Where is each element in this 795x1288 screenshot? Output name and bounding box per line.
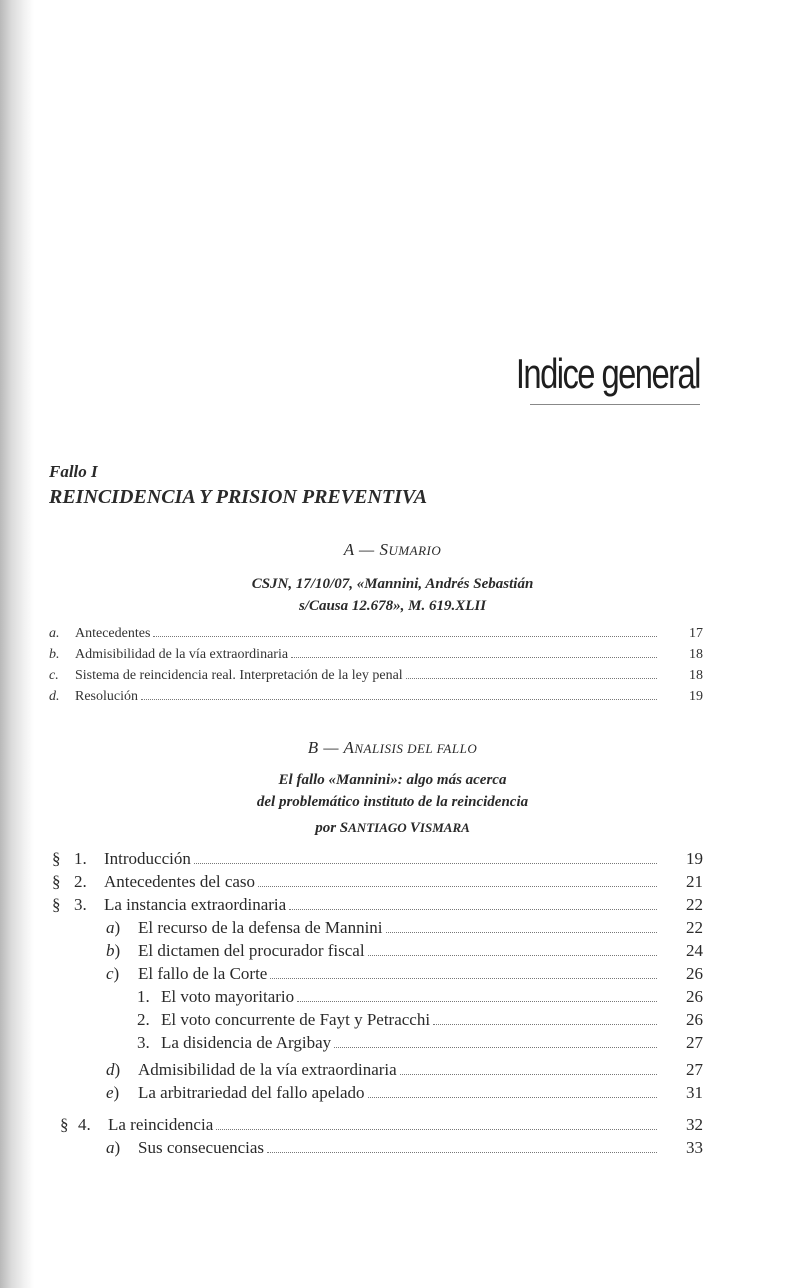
toc-entry-title: Antecedentes <box>75 626 151 641</box>
toc-entry-page: 26 <box>686 1010 703 1029</box>
dot-leader <box>153 636 657 637</box>
toc-entry[interactable]: § 2. Antecedentes del caso 21 <box>52 872 703 891</box>
toc-entry-page: 31 <box>686 1083 703 1102</box>
dot-leader <box>258 886 657 887</box>
book-spine-shadow <box>0 0 34 1288</box>
toc-entry[interactable]: d. Resolución 19 <box>49 689 703 704</box>
toc-entry-page: 22 <box>686 895 703 914</box>
toc-subentry[interactable]: 1. El voto mayoritario 26 <box>137 987 703 1006</box>
toc-entry-title: Sus consecuencias <box>138 1138 265 1157</box>
toc-entry-title: La disidencia de Argibay <box>161 1033 332 1052</box>
toc-entry-page: 27 <box>686 1033 703 1052</box>
article-author: por SANTIAGO VISMARA <box>315 820 470 836</box>
dot-leader <box>216 1129 657 1130</box>
toc-entry[interactable]: § 3. La instancia extraordinaria 22 <box>52 895 703 914</box>
dot-leader <box>270 978 657 979</box>
toc-entry-page: 17 <box>689 626 703 641</box>
toc-entry-page: 21 <box>686 872 703 891</box>
dot-leader <box>386 932 657 933</box>
toc-entry-title: Sistema de reincidencia real. Interpretación de la ley penal <box>75 668 403 683</box>
toc-entry-page: 19 <box>689 689 703 704</box>
dot-leader <box>289 909 657 910</box>
toc-entry-page: 19 <box>686 849 703 868</box>
dot-leader <box>297 1001 657 1002</box>
toc-entry-title: Introducción <box>104 849 191 868</box>
toc-entry-title: La instancia extraordinaria <box>104 895 287 914</box>
toc-entry-page: 18 <box>689 668 703 683</box>
case-citation-line-1: CSJN, 17/10/07, «Mannini, Andrés Sebastián <box>251 576 534 592</box>
toc-subentry[interactable]: 3. La disidencia de Argibay 27 <box>137 1033 703 1052</box>
dot-leader <box>368 955 657 956</box>
toc-entry-page: 22 <box>686 918 703 937</box>
page-title: Indice general <box>516 350 700 397</box>
dot-leader <box>141 699 657 700</box>
article-title-line-1: El fallo «Mannini»: algo más acerca <box>278 772 507 788</box>
toc-entry-page: 32 <box>686 1115 703 1134</box>
toc-entry-title: El recurso de la defensa de Mannini <box>138 918 383 937</box>
toc-entry[interactable]: c. Sistema de reincidencia real. Interpretación de la ley penal 18 <box>49 668 703 683</box>
toc-entry-title: El dictamen del procurador fiscal <box>138 941 365 960</box>
toc-entry-page: 24 <box>686 941 703 960</box>
case-citation-line-2: s/Causa 12.678», M. 619.XLII <box>298 598 487 614</box>
toc-subentry[interactable]: c) El fallo de la Corte 26 <box>106 964 703 983</box>
toc-entry-title: Admisibilidad de la vía extraordinaria <box>138 1060 397 1079</box>
toc-entry-title: El voto mayoritario <box>161 987 295 1006</box>
fallo-number: Fallo I <box>49 462 98 481</box>
toc-entry[interactable]: § 4. La reincidencia 32 <box>60 1115 703 1134</box>
toc-entry-title: El voto concurrente de Fayt y Petracchi <box>161 1010 431 1029</box>
section-a-heading: A — SUMARIO <box>343 540 442 559</box>
toc-subentry[interactable]: a) El recurso de la defensa de Mannini 22 <box>106 918 703 937</box>
dot-leader <box>400 1074 657 1075</box>
toc-entry-title: La arbitrariedad del fallo apelado <box>138 1083 365 1102</box>
toc-entry-title: Admisibilidad de la vía extraordinaria <box>75 647 289 662</box>
dot-leader <box>368 1097 657 1098</box>
toc-entry-title: Antecedentes del caso <box>104 872 256 891</box>
toc-entry-page: 33 <box>686 1138 703 1157</box>
fallo-title: REINCIDENCIA Y PRISION PREVENTIVA <box>49 486 428 508</box>
dot-leader <box>194 863 657 864</box>
dot-leader <box>433 1024 657 1025</box>
toc-subentry[interactable]: d) Admisibilidad de la vía extraordinaria 27 <box>106 1060 703 1079</box>
toc-entry-title: Resolución <box>75 689 138 704</box>
dot-leader <box>267 1152 657 1153</box>
toc-entry-page: 26 <box>686 987 703 1006</box>
toc-entry-title: El fallo de la Corte <box>138 964 268 983</box>
toc-entry-page: 26 <box>686 964 703 983</box>
article-title-line-2: del problemático instituto de la reincidencia <box>256 794 529 810</box>
toc-entry[interactable]: § 1. Introducción 19 <box>52 849 703 868</box>
toc-subentry[interactable]: 2. El voto concurrente de Fayt y Petracchi 26 <box>137 1010 703 1029</box>
toc-subentry[interactable]: e) La arbitrariedad del fallo apelado 31 <box>106 1083 703 1102</box>
dot-leader <box>406 678 657 679</box>
toc-subentry[interactable]: b) El dictamen del procurador fiscal 24 <box>106 941 703 960</box>
dot-leader <box>291 657 657 658</box>
toc-entry[interactable]: a. Antecedentes 17 <box>49 626 703 641</box>
title-underline <box>530 404 700 405</box>
toc-entry-page: 27 <box>686 1060 703 1079</box>
toc-subentry[interactable]: a) Sus consecuencias 33 <box>106 1138 703 1157</box>
toc-entry-title: La reincidencia <box>108 1115 214 1134</box>
dot-leader <box>334 1047 657 1048</box>
toc-entry-page: 18 <box>689 647 703 662</box>
toc-entry[interactable]: b. Admisibilidad de la vía extraordinaria 18 <box>49 647 703 662</box>
section-b-heading: B — ANALISIS DEL FALLO <box>307 738 478 757</box>
